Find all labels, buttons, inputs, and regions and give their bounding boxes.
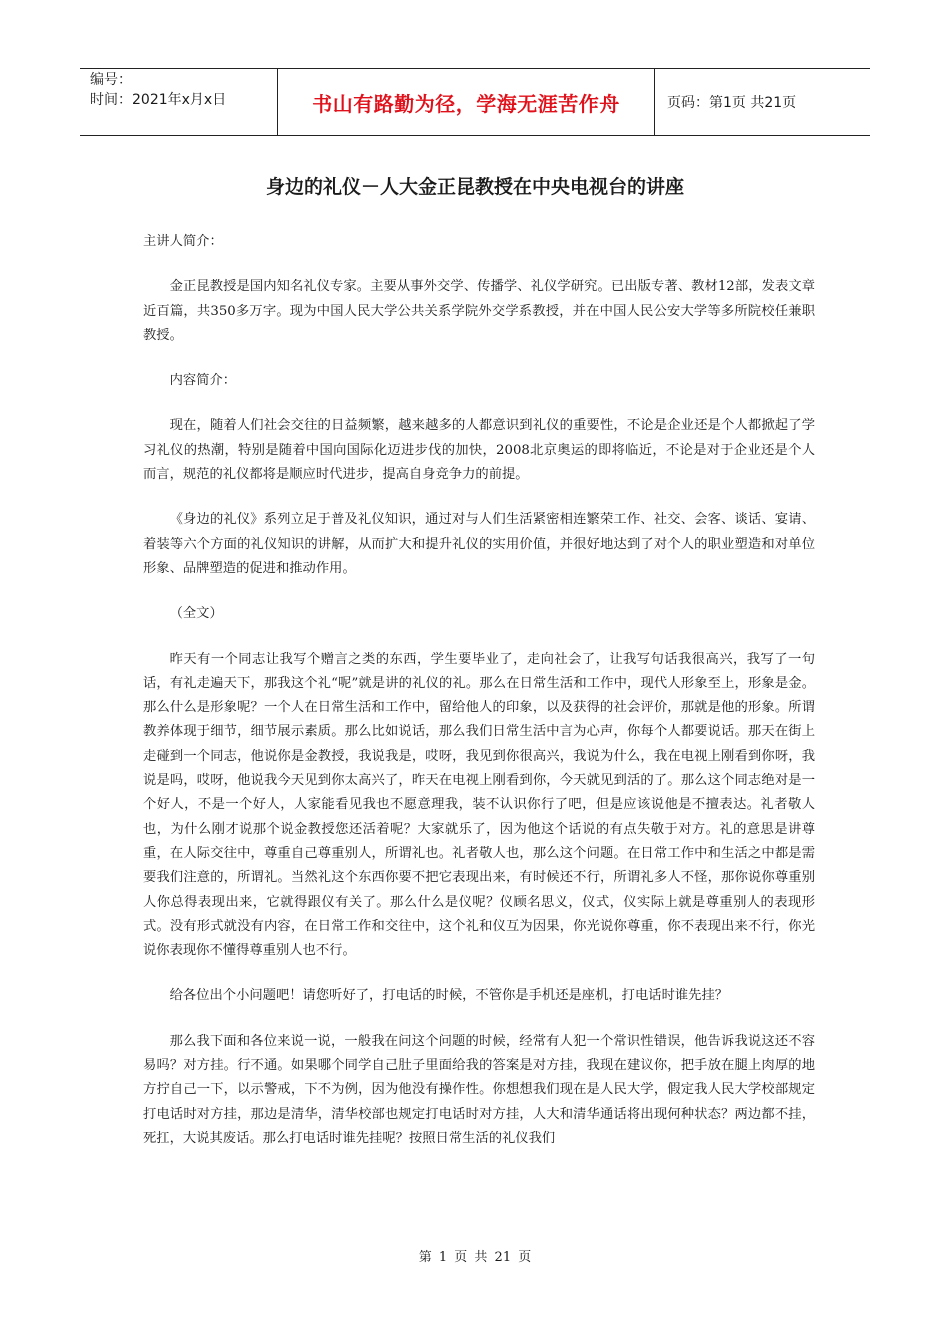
document-date-label: 时间：2021年x月x日 [90, 92, 227, 108]
paragraph-series-intro: 《身边的礼仪》系列立足于普及礼仪知识，通过对与人们生活紧密相连繁荣工作、社交、会客、谈话、宴请、着装等六个方面的礼仪知识的讲解，从而扩大和提升礼仪的实用价值，并很好地达到了对个人的职业塑造和对单位形象、品牌塑造的促进和推动作用。 [143, 512, 815, 576]
header-meta-cell [80, 69, 278, 135]
header-motto: 书山有路勤为径，学海无涯苦作舟 [278, 69, 655, 135]
header-table [80, 68, 870, 136]
document-title: 身边的礼仪－人大金正昆教授在中央电视台的讲座 [265, 176, 684, 198]
paragraph-body: 那么我下面和各位来说一说，一般我在问这个问题的时候，经常有人犯一个常识性错误，他告诉我说这还不容易吗？对方挂。行不通。如果哪个同学自己肚子里面给我的答案是对方挂，我现在建议你，把手放在腿上肉厚的地方拧自己一下，以示警戒，下不为例，因为他没有操作性。你想想我们现在是人民大学，假定我人民大学校部规定打电话时对方挂，那边是清华，清华校部也规定打电话时对方挂，人大和清华通话将出现何种状态？两边都不挂，死扛，大说其废话。那么打电话时谁先挂呢？按照日常生活的礼仪我们 [143, 1033, 815, 1146]
page-footer: 第 1 页 共 21 页 [418, 1250, 532, 1265]
paragraph-body: 昨天有一个同志让我写个赠言之类的东西，学生要毕业了，走向社会了，让我写句话我很高兴，我写了一句话，有礼走遍天下，那我这个礼“呢”就是讲的礼仪的礼。那么在日常生活和工作中，现代人形象至上，形象是金。那么什么是形象呢？一个人在日常生活和工作中，留给他人的印象，以及获得的社会评价，那就是他的形象。所谓教养体现于细节，细节展示素质。那么比如说话，那么我们日常生活中言为心声，你每个人都要说话。那天在街上走碰到一个同志，他说你是金教授，我说我是，哎呀，我见到你很高兴，我说为什么，我在电视上刚看到你呀，我说是吗，哎呀，他说我今天见到你太高兴了，昨天在电视上刚看到你，今天就见到活的了。那么这个同志绝对是一个好人，不是一个好人，人家能看见我也不愿意理我，装不认识你行了吧，但是应该说他是不擅表达。礼者敬人也，为什么刚才说那个说金教授您还活着呢？大家就乐了，因为他这个话说的有点失敬于对方。礼的意思是讲尊重，在人际交往中，尊重自己尊重别人，所谓礼也。礼者敬人也，那么这个问题。在日常工作中和生活之中都是需要我们注意的，所谓礼。当然礼这个东西你要不把它表现出来，有时候还不行，所谓礼多人不怪，那你说你尊重别人你总得表现出来，它就得跟仪有关了。那么什么是仪呢？仪顾名思义，仪式，仪实际上就是尊重别人的表现形式。没有形式就没有内容，在日常工作和交往中，这个礼和仪互为因果，你光说你尊重，你不表现出来不行，你光说你表现你不懂得尊重别人也不行。 [143, 651, 815, 959]
section-label-content: 内容简介： [169, 373, 237, 389]
paragraph-speaker-bio: 金正昆教授是国内知名礼仪专家。主要从事外交学、传播学、礼仪学研究。已出版专著、教材12部，发表文章近百篇，共350多万字。现为中国人民大学公共关系学院外交学系教授，并在中国人民公安大学等多所院校任兼职教授。 [143, 279, 815, 343]
paragraph-body: 给各位出个小问题吧！请您听好了，打电话的时候，不管你是手机还是座机，打电话时谁先挂？ [169, 988, 729, 1004]
document-number-label: 编号： [90, 72, 132, 88]
section-label-fulltext: （全文） [169, 606, 223, 622]
section-label-speaker: 主讲人简介： [143, 234, 223, 249]
header-page-info: 页码：第1页 共21页 [667, 95, 797, 111]
paragraph-content-intro: 现在，随着人们社会交往的日益频繁，越来越多的人都意识到礼仪的重要性，不论是企业还是个人都掀起了学习礼仪的热潮，特别是随着中国向国际化迈进步伐的加快，2008北京奥运的即将临近，不论是对于企业还是个人而言，规范的礼仪都将是顺应时代进步，提高自身竞争力的前提。 [143, 418, 815, 483]
document-body [143, 230, 815, 1151]
